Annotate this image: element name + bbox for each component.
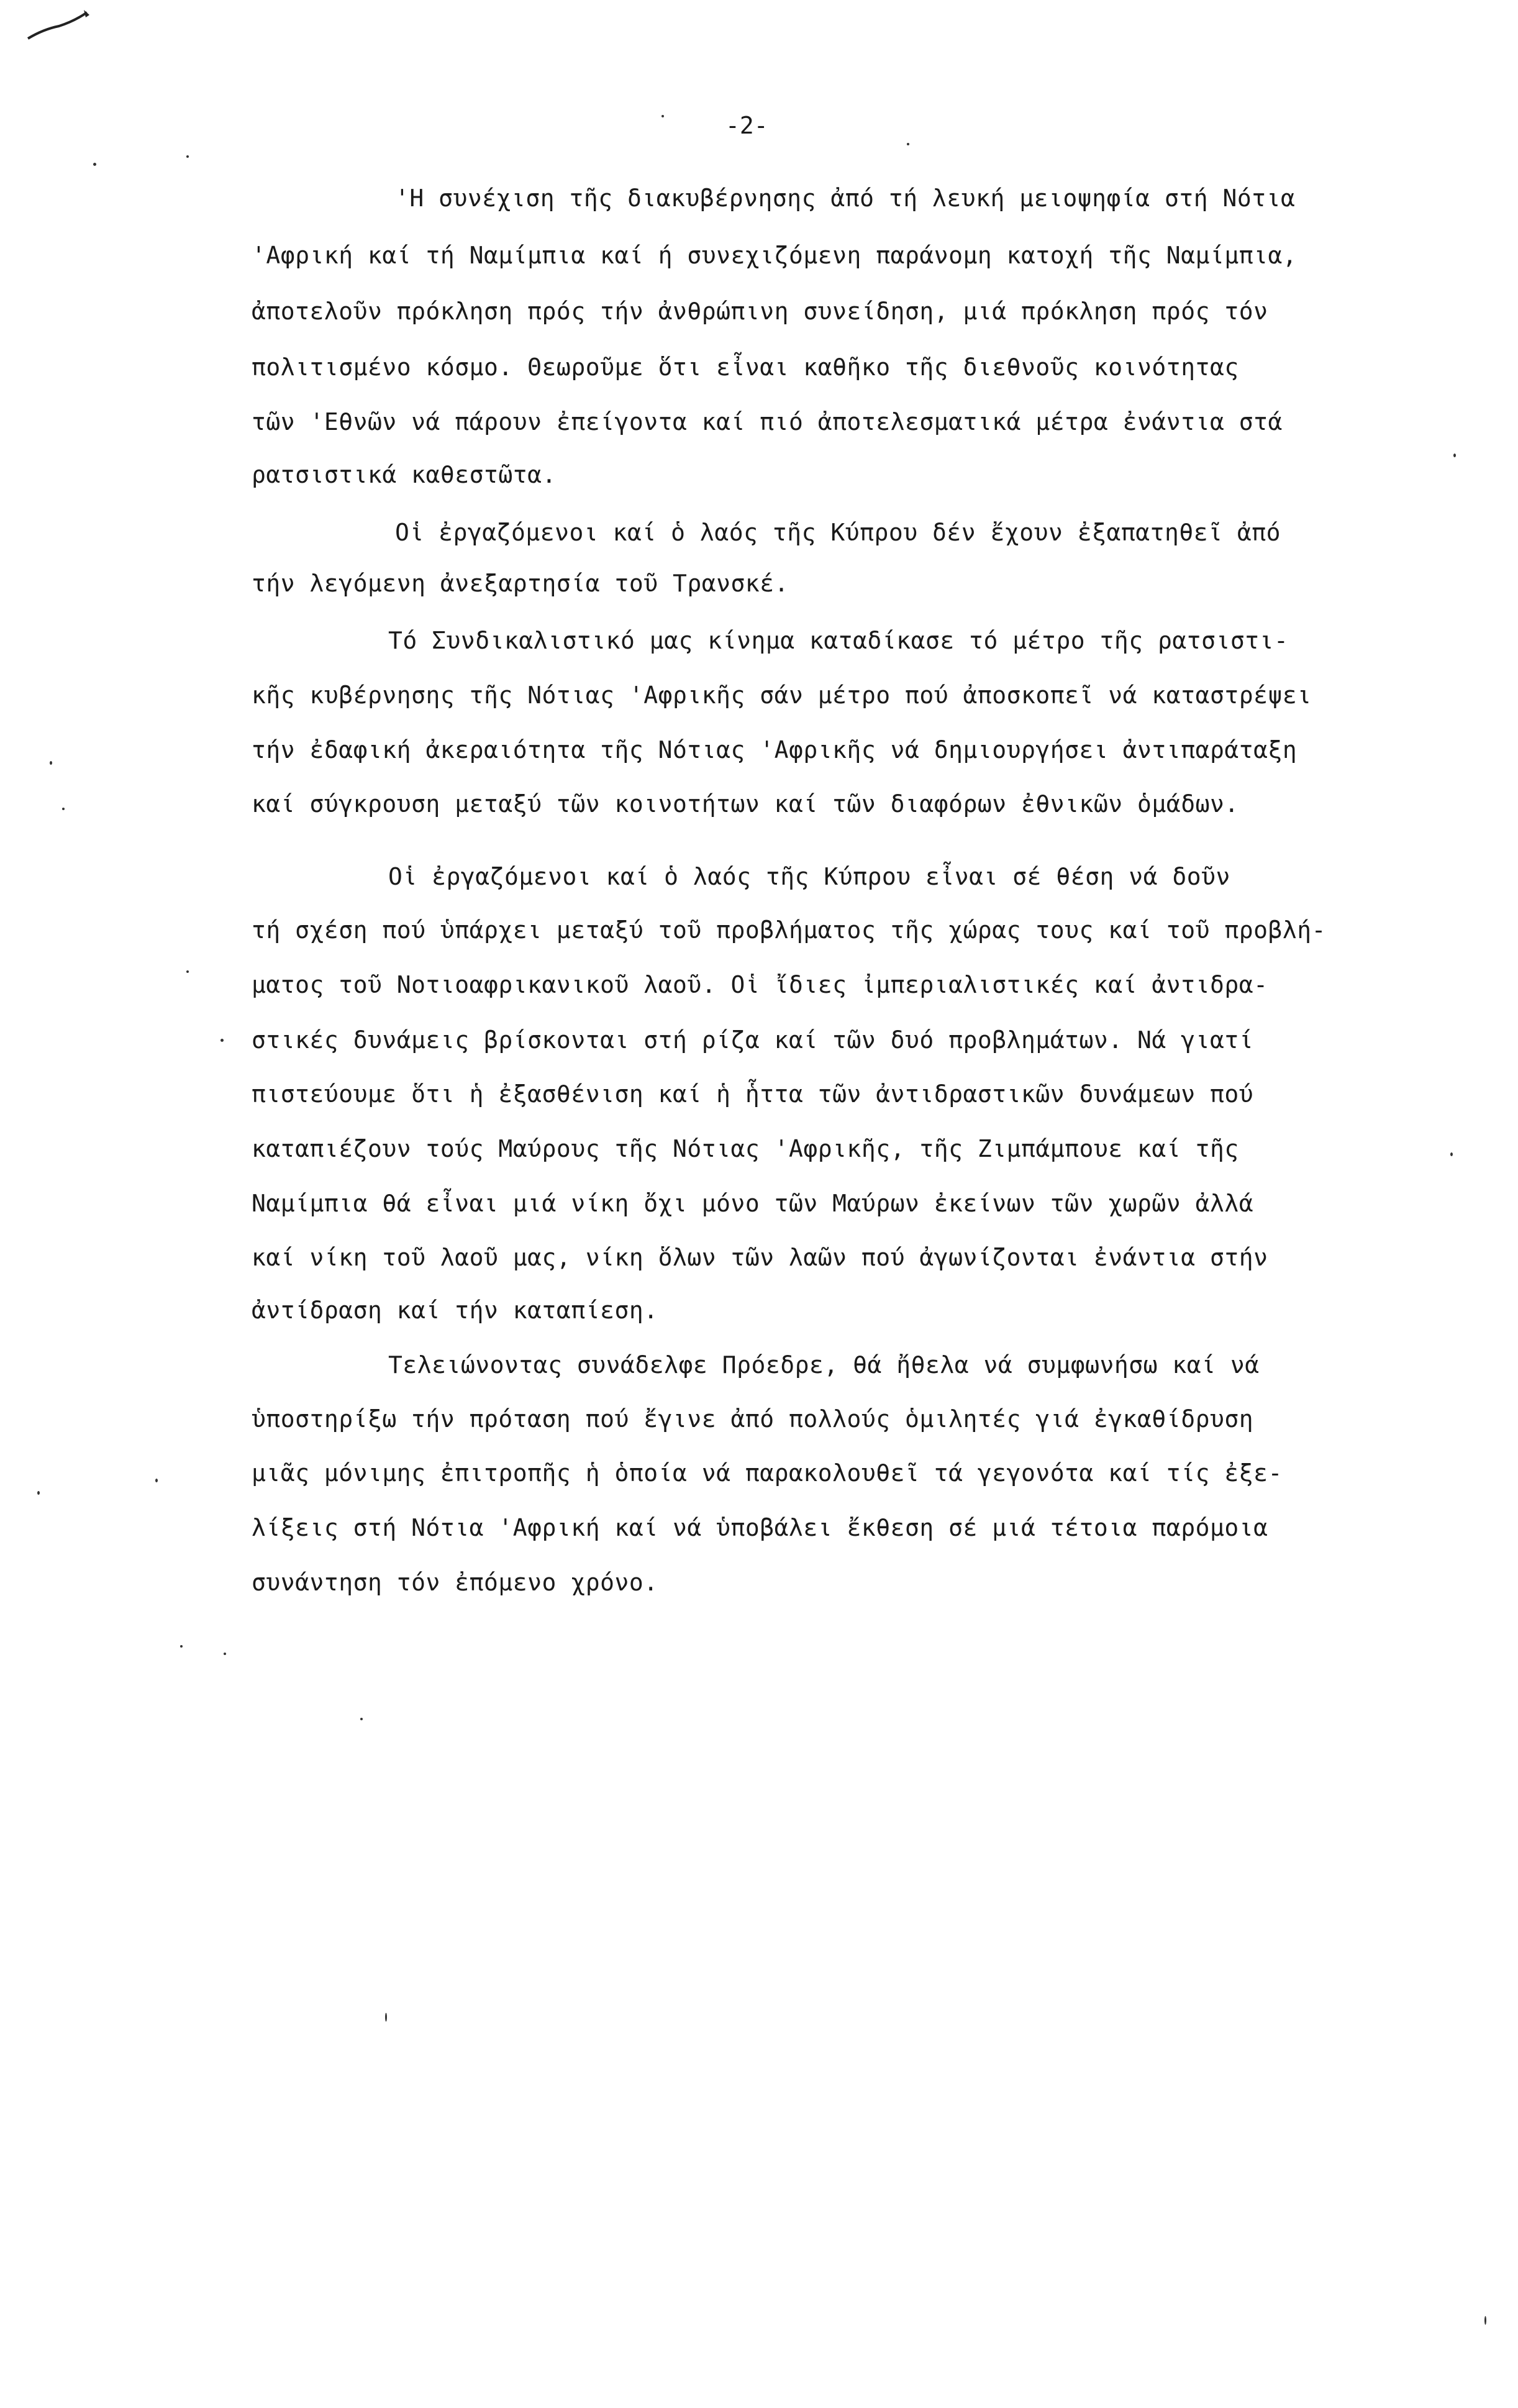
text-line: Τελειώνοντας συνάδελφε Πρόεδρε, θά ἤθελα νά συμφωνήσω καί νά [388,1351,1260,1379]
scan-speck [224,1653,226,1655]
text-line: ματος τοῦ Νοτιοαφρικανικοῦ λαοῦ. Οἱ ἴδιες ἰμπεριαλιστικές καί ἀντιδρα- [252,971,1268,998]
text-line: κῆς κυβέρνησης τῆς Νότιας 'Αφρικῆς σάν μέτρο πού ἀποσκοπεῖ νά καταστρέψει [252,682,1312,709]
text-line: ἀντίδραση καί τήν καταπίεση. [252,1297,658,1324]
text-line: συνάντηση τόν ἐπόμενο χρόνο. [252,1569,658,1596]
pen-mark-icon [25,7,93,45]
scan-speck [360,1718,363,1720]
text-line: Οἱ ἐργαζόμενοι καί ὁ λαός τῆς Κύπρου δέν ἔχουν ἐξαπατηθεῖ ἀπό [395,519,1281,546]
scan-speck [186,970,189,973]
text-line: πιστεύουμε ὅτι ἡ ἐξασθένιση καί ἡ ἧττα τῶν ἀντιδραστικῶν δυνάμεων πού [252,1080,1254,1108]
scan-speck [155,1479,158,1482]
scan-speck [220,1039,224,1042]
scan-speck [907,143,909,145]
text-line: μιᾶς μόνιμης ἐπιτροπῆς ἡ ὁποία νά παρακολουθεῖ τά γεγονότα καί τίς ἐξε- [252,1459,1283,1487]
text-line: τήν λεγόμενη ἀνεξαρτησία τοῦ Τρανσκέ. [252,570,789,597]
text-line: ρατσιστικά καθεστῶτα. [252,461,557,488]
scan-speck [186,155,189,158]
scan-speck [385,2013,387,2022]
text-line: Ναμίμπια θά εἶναι μιά νίκη ὄχι μόνο τῶν Μαύρων ἐκείνων τῶν χωρῶν ἀλλά [252,1190,1254,1217]
scan-speck [1450,1152,1453,1156]
text-line: στικές δυνάμεις βρίσκονται στή ρίζα καί τῶν δυό προβλημάτων. Νά γιατί [252,1026,1254,1054]
text-line: τῶν 'Εθνῶν νά πάρουν ἐπείγοντα καί πιό ἀποτελεσματικά μέτρα ἐνάντια στά [252,408,1283,436]
scan-speck [180,1645,183,1648]
text-line: τήν ἐδαφική ἀκεραιότητα τῆς Νότιας 'Αφρικῆς νά δημιουργήσει ἀντιπαράταξη [252,736,1298,764]
scan-speck [62,808,65,810]
scan-speck [93,163,96,166]
text-line: τή σχέση πού ὑπάρχει μεταξύ τοῦ προβλήματος τῆς χώρας τους καί τοῦ προβλή- [252,916,1326,944]
scan-speck [50,761,52,765]
text-line: λίξεις στή Νότια 'Αφρική καί νά ὑποβάλει ἔκθεση σέ μιά τέτοια παρόμοια [252,1514,1268,1541]
scan-speck [661,115,664,117]
text-line: καί νίκη τοῦ λαοῦ μας, νίκη ὅλων τῶν λαῶν πού ἀγωνίζονται ἐνάντια στήν [252,1244,1268,1271]
text-line: Οἱ ἐργαζόμενοι καί ὁ λαός τῆς Κύπρου εἶναι σέ θέση νά δοῦν [388,863,1230,890]
text-line: ὑποστηρίξω τήν πρόταση πού ἔγινε ἀπό πολλούς ὁμιλητές γιά ἐγκαθίδρυση [252,1405,1254,1433]
text-line: 'Αφρική καί τή Ναμίμπια καί ή συνεχιζόμενη παράνομη κατοχή τῆς Ναμίμπια, [252,242,1298,269]
text-line: καί σύγκρουση μεταξύ τῶν κοινοτήτων καί τῶν διαφόρων ἐθνικῶν ὁμάδων. [252,790,1239,818]
text-line: ἀποτελοῦν πρόκληση πρός τήν ἀνθρώπινη συνείδηση, μιά πρόκληση πρός τόν [252,298,1268,325]
scan-speck [1484,2316,1486,2325]
text-line: καταπιέζουν τούς Μαύρους τῆς Νότιας 'Αφρικῆς, τῆς Ζιμπάμπουε καί τῆς [252,1135,1239,1162]
text-line: πολιτισμένο κόσμο. Θεωροῦμε ὅτι εἶναι καθῆκο τῆς διεθνοῦς κοινότητας [252,353,1239,381]
page-number: -2- [725,112,768,139]
text-line: 'Η συνέχιση τῆς διακυβέρνησης ἀπό τή λευκή μειοψηφία στή Νότια [395,185,1296,212]
scan-speck [1453,454,1456,457]
text-line: Τό Συνδικαλιστικό μας κίνημα καταδίκασε τό μέτρο τῆς ρατσιστι- [388,627,1289,654]
scan-speck [37,1491,40,1495]
